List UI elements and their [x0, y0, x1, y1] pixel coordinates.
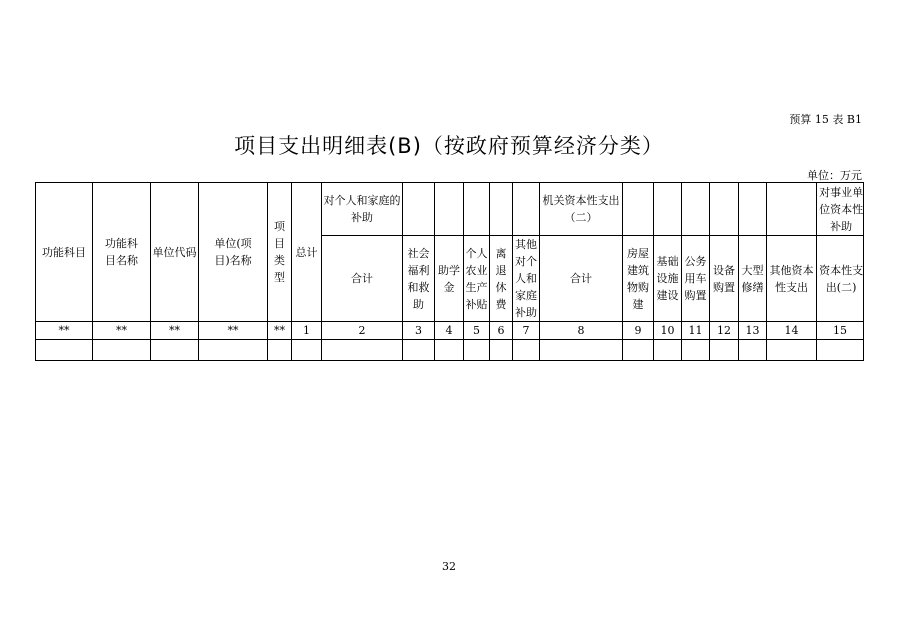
- header-unit-name-text: 单位(项目)名称: [214, 237, 252, 267]
- empty-cell: [151, 340, 199, 361]
- index-cell: **: [268, 322, 292, 340]
- header-building-text: 房屋建筑物购建: [627, 246, 649, 311]
- index-cell: 8: [540, 322, 623, 340]
- index-cell: **: [36, 322, 93, 340]
- index-cell: 5: [464, 322, 490, 340]
- header-row-1: [36, 183, 864, 236]
- header-func-subject-name-text: 功能科目名称: [105, 237, 138, 267]
- empty-cell: [710, 340, 739, 361]
- empty-cell: [682, 340, 710, 361]
- header-blank-7: [654, 183, 682, 236]
- header-other-capital-text: 其他资本性支出: [769, 263, 814, 294]
- empty-cell: [403, 340, 435, 361]
- header-repair-text: 大型修缮: [741, 263, 764, 294]
- empty-cell: [435, 340, 464, 361]
- empty-cell: [322, 340, 403, 361]
- index-cell: 7: [513, 322, 540, 340]
- header-blank-8: [682, 183, 710, 236]
- header-group-personal: [322, 183, 403, 236]
- header-subtotal-capital: 合计: [540, 236, 623, 322]
- index-cell: 3: [403, 322, 435, 340]
- header-blank-4: [490, 183, 513, 236]
- index-cell: 1: [292, 322, 322, 340]
- header-social-welfare-text: 社会福利和救助: [407, 246, 430, 311]
- header-project-type: [268, 183, 292, 322]
- header-blank-10: [739, 183, 767, 236]
- header-total: 总计: [292, 183, 322, 322]
- index-cell: 14: [767, 322, 817, 340]
- empty-cell: [654, 340, 682, 361]
- header-blank-2: [435, 183, 464, 236]
- header-func-subject-name: [93, 183, 151, 322]
- index-cell: 11: [682, 322, 710, 340]
- page-title: 项目支出明细表(B)（按政府预算经济分类）: [234, 134, 664, 158]
- header-other-personal: [513, 236, 540, 322]
- empty-cell: [490, 340, 513, 361]
- header-group-personal-text: 对个人和家庭的补助: [323, 194, 401, 224]
- empty-data-row: [36, 340, 864, 361]
- index-cell: 12: [710, 322, 739, 340]
- empty-cell: [817, 340, 864, 361]
- header-unit-code: 单位代码: [151, 183, 199, 322]
- header-blank-5: [513, 183, 540, 236]
- header-social-welfare: [403, 236, 435, 322]
- empty-cell: [292, 340, 322, 361]
- header-building: [623, 236, 654, 322]
- empty-cell: [540, 340, 623, 361]
- index-cell: **: [151, 322, 199, 340]
- detail-table: [35, 182, 864, 361]
- header-retirement-text: 离退休费: [495, 246, 507, 311]
- header-group-capital: [540, 183, 623, 236]
- header-stipend: [435, 236, 464, 322]
- index-cell: 15: [817, 322, 864, 340]
- empty-cell: [464, 340, 490, 361]
- empty-cell: [739, 340, 767, 361]
- header-group-capital-text: 机关资本性支出（二）: [542, 194, 620, 224]
- index-cell: 10: [654, 322, 682, 340]
- empty-cell: [268, 340, 292, 361]
- header-subtotal-personal: 合计: [322, 236, 403, 322]
- header-vehicle-text: 公务用车购置: [684, 255, 707, 302]
- empty-cell: [623, 340, 654, 361]
- index-cell: 6: [490, 322, 513, 340]
- header-blank-9: [710, 183, 739, 236]
- index-cell: 13: [739, 322, 767, 340]
- index-cell: 4: [435, 322, 464, 340]
- index-cell: 9: [623, 322, 654, 340]
- header-group-enterprise-text: 对事业单位资本性补助: [819, 185, 864, 233]
- unit-label: 单位：万元: [807, 169, 862, 182]
- header-infrastructure: [654, 236, 682, 322]
- header-func-subject: 功能科目: [36, 183, 93, 322]
- header-unit-name: [199, 183, 268, 322]
- header-blank-1: [403, 183, 435, 236]
- index-cell: **: [93, 322, 151, 340]
- empty-cell: [93, 340, 151, 361]
- header-agri-subsidy: [464, 236, 490, 322]
- header-equipment: [710, 236, 739, 322]
- header-capital-2: [817, 236, 864, 322]
- index-cell: 2: [322, 322, 403, 340]
- empty-cell: [36, 340, 93, 361]
- header-blank-6: [623, 183, 654, 236]
- empty-cell: [199, 340, 268, 361]
- header-group-enterprise: [817, 183, 864, 236]
- header-agri-subsidy-text: 个人农业生产补贴: [465, 246, 488, 311]
- header-capital-2-text: 资本性支出(二): [819, 263, 864, 294]
- header-other-capital: [767, 236, 817, 322]
- table-code: 预算 15 表 B1: [789, 113, 862, 126]
- index-row: [36, 322, 864, 340]
- header-retirement: [490, 236, 513, 322]
- header-other-personal-text: 其他对个人和家庭补助: [515, 238, 537, 319]
- index-cell: **: [199, 322, 268, 340]
- page-number: 32: [442, 560, 456, 573]
- header-stipend-text: 助学金: [438, 263, 460, 294]
- header-project-type-text: 项目类型: [273, 220, 285, 284]
- header-blank-3: [464, 183, 490, 236]
- header-repair: [739, 236, 767, 322]
- empty-cell: [513, 340, 540, 361]
- header-infrastructure-text: 基础设施建设: [656, 255, 679, 302]
- header-vehicle: [682, 236, 710, 322]
- empty-cell: [767, 340, 817, 361]
- header-equipment-text: 设备购置: [713, 263, 735, 294]
- header-blank-11: [767, 183, 817, 236]
